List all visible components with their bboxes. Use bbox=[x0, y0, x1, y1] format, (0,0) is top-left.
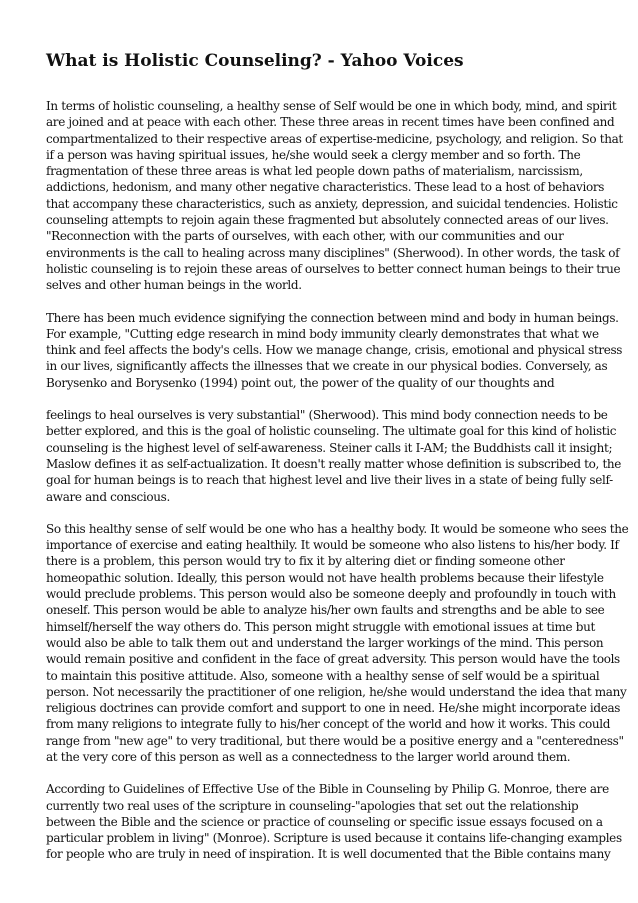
paragraph-line: currently two real uses of the scripture in counseling-"apologies that set out the relationship bbox=[46, 798, 579, 813]
paragraph-line: religious doctrines can provide comfort and support to one in need. He/she might incorporate ideas bbox=[46, 701, 621, 716]
paragraph-line: particular problem in living" (Monroe). Scripture is used because it contains life-changing examples bbox=[46, 831, 622, 846]
paragraph-line: For example, "Cutting edge research in mind body immunity clearly demonstrates that what we bbox=[46, 326, 599, 341]
paragraph-line: In terms of holistic counseling, a healthy sense of Self would be one in which body, mind, and spirit bbox=[46, 99, 617, 113]
paragraph-line: fragmentation of these three areas is what led people down paths of materialism, narcissism, bbox=[46, 164, 583, 179]
paragraph-line: if a person was having spiritual issues, he/she would seek a clergy member and so forth. The bbox=[46, 147, 581, 162]
paragraph bbox=[46, 407, 622, 505]
paragraph-line: counseling is the highest level of self-awareness. Steiner calls it I-AM; the Buddhists call it insight; bbox=[46, 440, 613, 455]
paragraph-line: holistic counseling is to rejoin these areas of ourselves to better connect human beings to their true bbox=[46, 261, 621, 276]
paragraph-line: to maintain this positive attitude. Also, someone with a healthy sense of self would be a spiritual bbox=[46, 668, 600, 683]
paragraph-line: compartmentalized to their respective areas of expertise-medicine, psychology, and religion. So that bbox=[46, 131, 623, 146]
paragraph-line: Maslow defines it as self-actualization. It doesn't really matter whose definition is subscribed to, the bbox=[46, 456, 622, 471]
paragraph-line: Borysenko and Borysenko (1994) point out, the power of the quality of our thoughts and bbox=[46, 375, 555, 390]
paragraph-line: So this healthy sense of self would be one who has a healthy body. It would be someone who sees the bbox=[46, 521, 629, 536]
paragraph-line: feelings to heal ourselves is very substantial" (Sherwood). This mind body connection needs to be bbox=[46, 408, 608, 423]
paragraph-line: oneself. This person would be able to analyze his/her own faults and strengths and be able to see bbox=[46, 603, 605, 618]
paragraph-line: at the very core of this person as well as a connectedness to the larger world around them. bbox=[46, 749, 571, 764]
paragraph-line: in our lives, significantly affects the illnesses that we create in our physical bodies. Conversely, as bbox=[46, 359, 608, 374]
paragraph-line: environments is the call to healing across many disciplines" (Sherwood). In other words, the task of bbox=[46, 245, 620, 260]
document-page bbox=[46, 50, 629, 879]
paragraph bbox=[46, 310, 623, 391]
paragraph-line: himself/herself the way others do. This person might struggle with emotional issues at time but bbox=[46, 619, 595, 634]
paragraph-line: for people who are truly in need of inspiration. It is well documented that the Bible contains many bbox=[46, 847, 611, 862]
paragraph-line: "Reconnection with the parts of ourselves, with each other, with our communities and our bbox=[46, 229, 564, 244]
paragraph-line: person. Not necessarily the practitioner of one religion, he/she would understand the idea that many bbox=[46, 684, 627, 699]
paragraph bbox=[46, 521, 629, 765]
paragraph-line: between the Bible and the science or practice of counseling or specific issue essays focused on a bbox=[46, 814, 603, 829]
paragraph-line: would preclude problems. This person would also be someone deeply and profoundly in touch with bbox=[46, 587, 616, 602]
paragraph bbox=[46, 781, 622, 862]
paragraph-line: importance of exercise and eating healthily. It would be someone who also listens to his/her body. If bbox=[46, 538, 619, 553]
paragraph-line: According to Guidelines of Effective Use of the Bible in Counseling by Philip G. Monroe, there are bbox=[46, 782, 609, 797]
paragraph-line: are joined and at peace with each other. These three areas in recent times have been confined and bbox=[46, 115, 615, 130]
paragraph-line: addictions, hedonism, and many other negative characteristics. These lead to a host of behaviors bbox=[46, 180, 605, 195]
paragraph-line: better explored, and this is the goal of holistic counseling. The ultimate goal for this kind of holistic bbox=[46, 424, 617, 439]
document-title: What is Holistic Counseling? - Yahoo Voices bbox=[46, 51, 464, 71]
paragraph-line: aware and conscious. bbox=[46, 489, 170, 504]
paragraph bbox=[46, 98, 623, 294]
paragraph-line: would also be able to talk them out and understand the larger workings of the mind. This person bbox=[46, 635, 604, 650]
paragraph-line: There has been much evidence signifying the connection between mind and body in human beings. bbox=[46, 310, 619, 325]
paragraph-line: counseling attempts to rejoin again these fragmented but absolutely connected areas of our lives. bbox=[46, 213, 609, 228]
paragraph-line: there is a problem, this person would try to fix it by altering diet or finding someone other bbox=[46, 554, 565, 569]
paragraph-line: range from "new age" to very traditional, but there would be a positive energy and a "centeredness" bbox=[46, 733, 624, 748]
paragraph-line: think and feel affects the body's cells. How we manage change, crisis, emotional and physical stress bbox=[46, 343, 623, 358]
paragraph-line: goal for human beings is to reach that highest level and live their lives in a state of being fully self- bbox=[46, 473, 613, 488]
paragraph-line: homeopathic solution. Ideally, this person would not have health problems because their lifestyle bbox=[46, 570, 604, 585]
paragraph-line: that accompany these characteristics, such as anxiety, depression, and suicidal tendencies. Holistic bbox=[46, 196, 618, 211]
document-body bbox=[46, 98, 629, 863]
paragraph-line: selves and other human beings in the world. bbox=[46, 278, 302, 293]
paragraph-line: from many religions to integrate fully to his/her concept of the world and how it works. This could bbox=[46, 717, 611, 732]
paragraph-line: would remain positive and confident in the face of great adversity. This person would have the tools bbox=[46, 652, 620, 667]
